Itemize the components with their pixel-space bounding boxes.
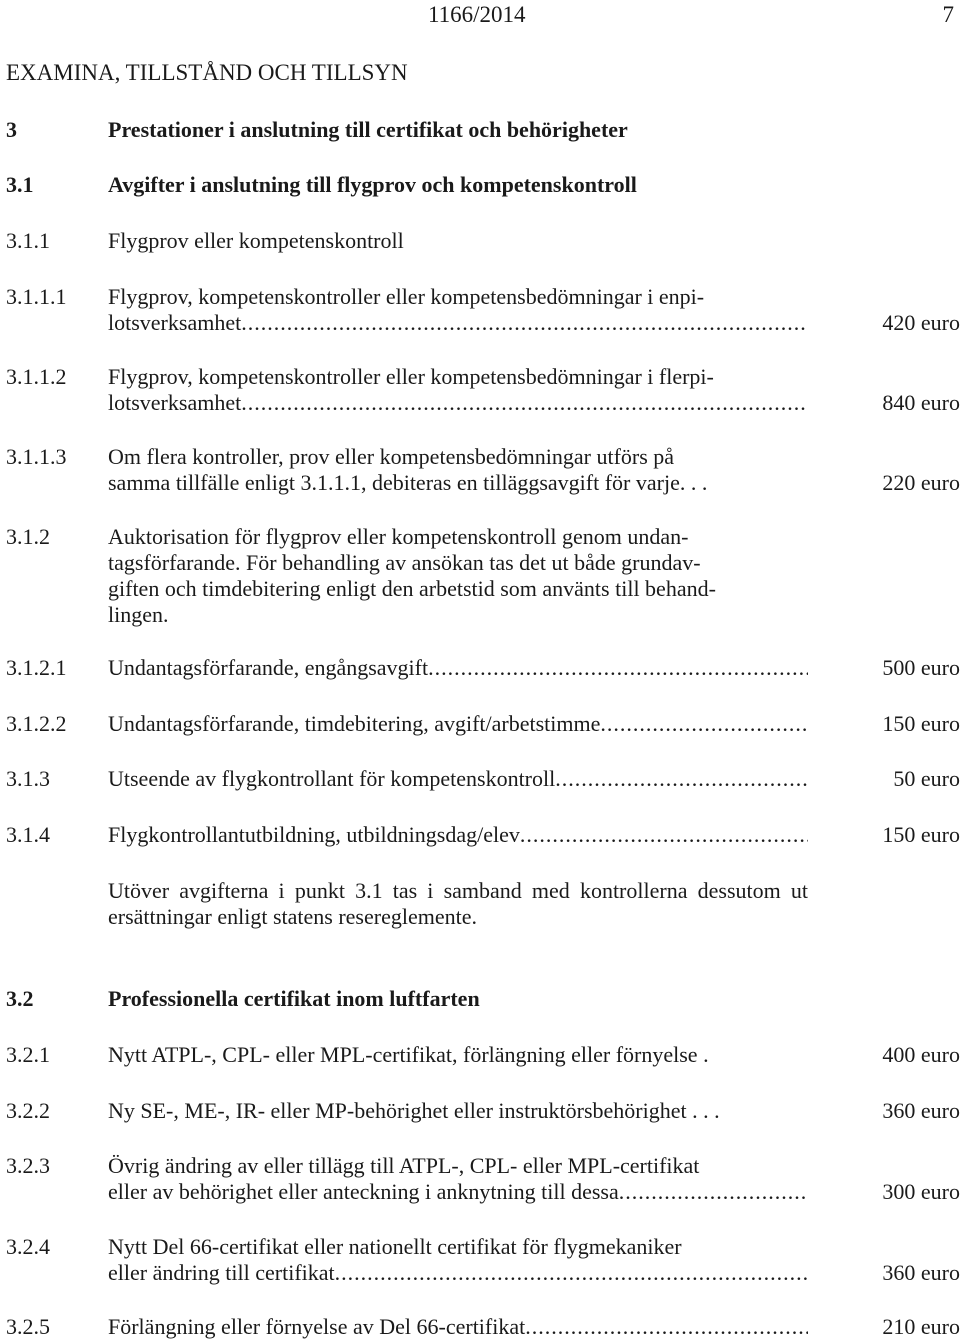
item-text: lotsverksamhet — [108, 390, 242, 415]
item-text: Auktorisation för flygprov eller kompetenskontroll genom undan- — [108, 524, 689, 549]
fee-amount: 220 euro — [882, 470, 960, 495]
item-number: 3.1.2 — [6, 524, 50, 549]
item-number: 3.2.3 — [6, 1153, 50, 1178]
fee-amount: 50 euro — [893, 766, 960, 791]
dot-leader — [525, 1314, 808, 1340]
item-number: 3.1.1.3 — [6, 444, 67, 469]
item-text: samma tillfälle enligt 3.1.1.1, debiteras en tilläggsavgift för varje. . . — [108, 470, 708, 495]
item-text: lingen. — [108, 602, 169, 627]
item-text: eller av behörighet eller anteckning i anknytning till dessa — [108, 1179, 619, 1204]
item-number: 3.2.2 — [6, 1098, 50, 1123]
document-number: 1166/2014 — [428, 2, 526, 27]
item-text: eller ändring till certifikat — [108, 1260, 335, 1285]
item-number: 3 — [6, 117, 17, 142]
dot-leader — [600, 711, 808, 737]
item-text: Om flera kontroller, prov eller kompetensbedömningar utförs på — [108, 444, 675, 469]
item-text: Flygprov, kompetenskontroller eller kompetensbedömningar i enpi- — [108, 284, 705, 309]
item-text: tagsförfarande. För behandling av ansökan tas det ut både grundav- — [108, 550, 701, 575]
item-text: Nytt ATPL-, CPL- eller MPL-certifikat, förlängning eller förnyelse . — [108, 1042, 709, 1067]
item-number: 3.1.2.1 — [6, 655, 67, 680]
fee-amount: 360 euro — [882, 1098, 960, 1123]
fee-amount: 400 euro — [882, 1042, 960, 1067]
item-text: Flygprov eller kompetenskontroll — [108, 228, 404, 253]
fee-amount: 150 euro — [882, 822, 960, 847]
item-number: 3.2 — [6, 986, 34, 1011]
item-text: Prestationer i anslutning till certifikat och behörigheter — [108, 117, 628, 142]
fee-amount: 300 euro — [882, 1179, 960, 1204]
item-text: Undantagsförfarande, engångsavgift — [108, 655, 429, 680]
item-text: Professionella certifikat inom luftfarten — [108, 986, 480, 1011]
dot-leader — [335, 1260, 808, 1286]
item-number: 3.1.1.2 — [6, 364, 67, 389]
item-text: Förlängning eller förnyelse av Del 66-certifikat — [108, 1314, 526, 1339]
item-number: 3.1.1 — [6, 228, 50, 253]
item-number: 3.1.3 — [6, 766, 50, 791]
item-text: Avgifter i anslutning till flygprov och kompetenskontroll — [108, 172, 637, 197]
item-number: 3.1.2.2 — [6, 711, 67, 736]
item-text: Undantagsförfarande, timdebitering, avgift/arbetstimme — [108, 711, 601, 736]
item-text: Flygprov, kompetenskontroller eller kompetensbedömningar i flerpi- — [108, 364, 714, 389]
item-number: 3.1.4 — [6, 822, 50, 847]
item-number: 3.1 — [6, 172, 34, 197]
fee-amount: 210 euro — [882, 1314, 960, 1339]
item-text: giften och timdebitering enligt den arbetstid som använts till behand- — [108, 576, 716, 601]
dot-leader — [428, 655, 808, 681]
item-text: Övrig ändring av eller tillägg till ATPL-, CPL- eller MPL-certifikat — [108, 1153, 700, 1178]
item-text: Nytt Del 66-certifikat eller nationellt certifikat för flygmekaniker — [108, 1234, 682, 1259]
item-text: Flygkontrollantutbildning, utbildningsdag/elev — [108, 822, 520, 847]
item-text: lotsverksamhet — [108, 310, 242, 335]
fee-amount: 840 euro — [882, 390, 960, 415]
item-number: 3.2.5 — [6, 1314, 50, 1339]
item-text: Ny SE-, ME-, IR- eller MP-behörighet eller instruktörsbehörighet . . . — [108, 1098, 720, 1123]
dot-leader — [619, 1179, 808, 1205]
fee-amount: 420 euro — [882, 310, 960, 335]
dot-leader — [241, 390, 808, 416]
item-text: Utseende av flygkontrollant för kompetenskontroll — [108, 766, 556, 791]
fee-amount: 500 euro — [882, 655, 960, 680]
dot-leader — [520, 822, 808, 848]
note-paragraph: Utöver avgifterna i punkt 3.1 tas i samband med kontrollerna dessutom ut ersättningar enligt statens resereglemente. — [108, 878, 808, 929]
chapter-title: EXAMINA, TILLSTÅND OCH TILLSYN — [6, 60, 408, 85]
fee-amount: 150 euro — [882, 711, 960, 736]
page-header — [0, 0, 960, 30]
item-number: 3.2.1 — [6, 1042, 50, 1067]
item-number: 3.1.1.1 — [6, 284, 67, 309]
dot-leader — [241, 310, 808, 336]
dot-leader — [555, 766, 808, 792]
page-number: 7 — [942, 2, 954, 27]
item-number: 3.2.4 — [6, 1234, 50, 1259]
fee-amount: 360 euro — [882, 1260, 960, 1285]
